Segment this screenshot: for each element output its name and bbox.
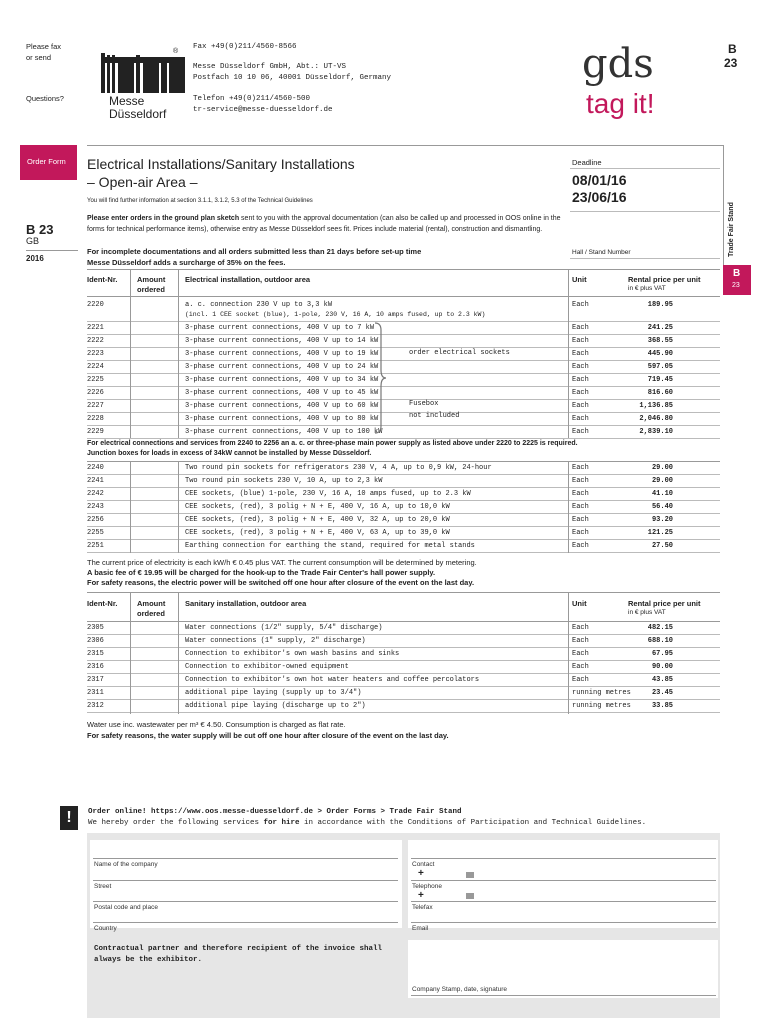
email-line [411,922,716,923]
row-price: 597.05 [647,363,673,371]
row-ident: 2240 [87,464,104,472]
row-unit: Each [572,464,589,472]
table1-header-desc: Electrical installation, outdoor area [185,275,311,284]
note-fusebox: Fusebox [409,400,439,408]
amount-ordered-input[interactable] [131,426,177,437]
section-b-letter: B [733,268,741,279]
row-ident: 2255 [87,529,104,537]
row-desc: Water connections (1" supply, 2" discharge) [185,637,366,645]
stamp-line [411,995,716,996]
table2-header-ordered: ordered [137,609,165,618]
table-row [87,488,720,501]
country-label: Country [94,925,117,932]
row-price: 33.85 [651,702,673,710]
table2-header-price: Rental price per unit [628,599,701,608]
registered-mark: ® [173,48,179,55]
table-row [87,540,720,553]
row-price: 56.40 [651,503,673,511]
row-price: 67.95 [651,650,673,658]
table-row [87,700,720,713]
telefax-label: Telefax [412,904,433,911]
table1-header-vat: in € plus VAT [628,285,666,292]
telephone-label: Telephone [412,883,442,890]
row-unit: Each [572,428,589,436]
row-price: 43.85 [651,676,673,684]
row-ident: 2229 [87,428,104,436]
row-price: 93.20 [651,516,673,524]
hall-stand-field[interactable] [570,211,720,260]
table-row [87,648,720,661]
row-ident: 2221 [87,324,104,332]
row-unit: Each [572,376,589,384]
row-desc: additional pipe laying (discharge up to 2") [185,702,366,710]
row-desc: Two round pin sockets for refrigerators 230 V, 4 A, up to 0,9 kW, 24-hour [185,464,492,472]
row-unit: Each [572,624,589,632]
row-unit: Each [572,350,589,358]
note-order-sockets: order electrical sockets [409,349,510,357]
order-statement: We hereby order the following services for hire in accordance with the Conditions of Participation and Technical Guidelines. [88,819,647,827]
row-price: 29.00 [651,477,673,485]
amount-ordered-input[interactable] [131,648,177,659]
row-ident: 2227 [87,402,104,410]
table2-header-desc: Sanitary installation, outdoor area [185,599,307,608]
power-switch-off-note: For safety reasons, the electric power will be switched off one hour after closure of the event on the last day. [87,578,475,587]
connection-note: For electrical connections and services from 2240 to 2256 an a. c. or three-phase main power supply as listed above under 2220 to 2225 is required. [87,440,578,447]
row-desc: Connection to exhibitor's own hot water heaters and coffee percolators [185,676,480,684]
table2-header-amount: Amount [137,599,166,608]
plus-icon: + [418,890,424,901]
table-row [87,661,720,674]
row-desc: additional pipe laying (supply up to 3/4") [185,689,362,697]
water-cutoff-note: For safety reasons, the water supply will be cut off one hour after closure of the event on the last day. [87,731,449,740]
table-row [87,514,720,527]
row-desc: CEE sockets, (red), 3 polig + N + E, 400 V, 16 A, up to 10,0 kW [185,503,450,511]
amount-ordered-input[interactable] [131,527,177,538]
row-unit: running metres [572,702,631,710]
row-ident: 2223 [87,350,104,358]
table1b-col-line [178,462,179,553]
electricity-price-note: The current price of electricity is each kW/h € 0.45 plus VAT. The current consumption will be determined by metering. [87,558,477,567]
row-ident: 2251 [87,542,104,550]
form-language: GB [26,236,40,246]
sidebar-rule [26,250,78,251]
header-tag-number: 23 [724,56,738,70]
or-send-label: or send [26,53,52,62]
area-code-marker [466,893,474,899]
gds-logo: gds [582,41,654,87]
row-unit: Each [572,637,589,645]
row-ident: 2224 [87,363,104,371]
area-code-marker [466,872,474,878]
row-unit: Each [572,650,589,658]
amount-ordered-input[interactable] [131,501,177,512]
form-year: 2016 [26,254,44,263]
contact-label: Contact [412,861,435,868]
row-unit: Each [572,415,589,423]
row-unit: Each [572,503,589,511]
table2-col-line [130,593,131,714]
table-row [87,322,720,335]
table-row [87,501,720,514]
junction-note: Junction boxes for loads in excess of 34kW cannot be installed by Messe Düsseldorf. [87,450,372,457]
table-row [87,622,720,635]
info-reference: You will find further information at section 3.1.1, 3.1.2, 5.3 of the Technical Guidelines [87,198,313,204]
postal-line [93,901,398,902]
table-row [87,687,720,700]
row-ident: 2312 [87,702,104,710]
address-line-2: Postfach 10 10 06, 40001 Düsseldorf, Germany [193,74,392,82]
telephone-line [411,880,716,881]
amount-ordered-input[interactable] [131,387,177,398]
logo-text-duesseldorf: Düsseldorf [109,107,167,121]
water-use-note: Water use inc. wastewater per m³ € 4.50. Consumption is charged as flat rate. [87,720,346,729]
row-unit: Each [572,301,589,309]
telefax-line [411,901,716,902]
row-desc: 3-phase current connections, 400 V up to 7 kW [185,324,375,332]
plus-icon: + [418,868,424,879]
table-row [87,335,720,348]
table2-col-line [178,593,179,714]
row-price: 2,839.10 [639,428,673,436]
amount-ordered-input[interactable] [131,462,177,473]
row-price: 482.15 [647,624,673,632]
table1b-col-line [568,462,569,553]
row-ident: 2226 [87,389,104,397]
amount-ordered-input[interactable] [131,687,177,698]
deadline-date-2: 23/06/16 [572,189,627,205]
country-line [93,922,398,923]
row-unit: Each [572,542,589,550]
table1-header-ordered: ordered [137,285,165,294]
row-price: 241.25 [647,324,673,332]
table-row [87,297,720,322]
fax-number: Fax +49(0)211/4560-8566 [193,43,297,51]
row-desc: 3-phase current connections, 400 V up to 34 kW [185,376,379,384]
company-line [93,858,398,859]
row-ident: 2317 [87,676,104,684]
messe-logo-mark [101,53,185,93]
row-unit: Each [572,490,589,498]
row-desc: CEE sockets, (red), 3 polig + N + E, 400 V, 32 A, up to 20,0 kW [185,516,450,524]
row-desc: a. c. connection 230 V up to 3,3 kW [185,301,333,309]
form-subtitle: – Open-air Area – [87,174,198,190]
row-ident: 2311 [87,689,104,697]
row-unit: Each [572,529,589,537]
row-price: 445.90 [647,350,673,358]
table-row [87,400,720,413]
form-code: B 23 [26,222,54,237]
surcharge-note: For incomplete documentations and all orders submitted less than 21 days before set-up time Messe Düsseldorf adds a surcharge of 35% on the fees. [87,247,422,267]
row-ident: 2306 [87,637,104,645]
please-fax-label: Please fax [26,42,62,51]
messe-logo [101,53,185,93]
header-tag-letter: B [728,42,737,56]
logo-text-messe: Messe [109,94,145,108]
row-unit: Each [572,389,589,397]
amount-ordered-input[interactable] [131,374,177,385]
amount-ordered-input[interactable] [131,674,177,685]
questions-label: Questions? [26,94,64,103]
contact-line [411,858,716,859]
table1-col-line [178,270,179,438]
row-unit: running metres [572,689,631,697]
table1-header-unit: Unit [572,275,587,284]
row-ident: 2228 [87,415,104,423]
amount-ordered-input[interactable] [131,540,177,551]
basic-fee-note: A basic fee of € 19.95 will be charged for the hook-up to the Trade Fair Center's hall power supply. [87,568,436,577]
tagit-logo: tag it! [586,88,655,119]
row-desc: Water connections (1/2" supply, 5/4" discharge) [185,624,383,632]
table-row [87,374,720,387]
intro-bold: Please enter orders in the ground plan sketch [87,215,240,222]
row-desc: Connection to exhibitor-owned equipment [185,663,349,671]
row-unit: Each [572,516,589,524]
amount-ordered-input[interactable] [131,514,177,525]
row-unit: Each [572,363,589,371]
amount-ordered-input[interactable] [131,361,177,372]
row-price: 189.95 [647,301,673,309]
row-desc: 3-phase current connections, 400 V up to 24 kW [185,363,379,371]
row-price: 2,046.80 [639,415,673,423]
row-price: 1,136.85 [639,402,673,410]
table-row [87,674,720,687]
row-price: 816.60 [647,389,673,397]
amount-ordered-input[interactable] [131,475,177,486]
row-ident: 2220 [87,301,104,309]
trade-fair-stand-tab [723,145,752,265]
postal-label: Postal code and place [94,904,158,911]
company-label: Name of the company [94,861,158,868]
row-unit: Each [572,676,589,684]
street-label: Street [94,883,112,890]
row-desc: 3-phase current connections, 400 V up to 14 kW [185,337,379,345]
deadline-label: Deadline [572,158,602,167]
row-ident: 2256 [87,516,104,524]
order-form-tab [20,145,77,180]
amount-ordered-input[interactable] [131,700,177,711]
amount-ordered-input[interactable] [131,488,177,499]
row-price: 27.50 [651,542,673,550]
title-top-rule [87,145,723,146]
amount-ordered-input[interactable] [131,661,177,672]
form-title: Electrical Installations/Sanitary Installations [87,156,355,172]
stamp-label: Company Stamp, date, signature [412,986,508,993]
row-unit: Each [572,663,589,671]
row-unit: Each [572,477,589,485]
row-ident: 2241 [87,477,104,485]
row-desc: 3-phase current connections, 400 V up to 80 kW [185,415,379,423]
contact-box[interactable] [408,840,718,928]
row-unit: Each [572,324,589,332]
amount-ordered-input[interactable] [131,635,177,646]
row-price: 688.10 [647,637,673,645]
table1-top-rule [87,269,720,270]
row-price: 90.00 [651,663,673,671]
table2-header-unit: Unit [572,599,587,608]
deadline-date-1: 08/01/16 [572,172,627,188]
row-desc: Two round pin sockets 230 V, 10 A, up to 2,3 kW [185,477,383,485]
amount-ordered-input[interactable] [131,400,177,411]
row-desc: 3-phase current connections, 400 V up to 100 kW [185,428,383,436]
table1-header-amount: Amount [137,275,166,284]
table2-col-line [568,593,569,714]
table1b-col-line [130,462,131,553]
trade-fair-stand-label: Trade Fair Stand [728,202,735,257]
company-address-box[interactable] [90,840,402,928]
intro-rest: sent to you with the approval documentation (can also be called up and processed in OOS online in the forms for technical performance items), otherwise entry as Messe Düsseldorf sees fit. Prices include material (rental), construction and dismantling. [87,215,561,233]
section-b-tab [723,265,751,295]
row-ident: 2225 [87,376,104,384]
intro-paragraph [87,213,565,235]
note-not-included: not included [409,412,460,420]
amount-ordered-input[interactable] [131,322,177,333]
table2-header-vat: in € plus VAT [628,609,666,616]
hall-stand-underline [570,258,720,259]
amount-ordered-input[interactable] [131,622,177,633]
table1-header-ident: Ident-Nr. [87,275,118,284]
table2-top-rule [87,592,720,593]
table-row [87,348,720,361]
row-price: 719.45 [647,376,673,384]
contract-partner-note: Contractual partner and therefore recipient of the invoice shall always be the exhibitor. [94,945,383,964]
row-ident: 2305 [87,624,104,632]
table-row [87,387,720,400]
row-desc: Earthing connection for earthing the stand, required for metal stands [185,542,475,550]
row-price: 368.55 [647,337,673,345]
section-b-number: 23 [732,282,740,289]
row-ident: 2243 [87,503,104,511]
phone-number: Telefon +49(0)211/4560-500 [193,95,311,103]
order-online-link[interactable]: Order online! https://www.oos.messe-duesseldorf.de > Order Forms > Trade Fair Stand [88,808,462,816]
table2-header-ident: Ident-Nr. [87,599,118,608]
table-row [87,462,720,475]
row-desc: 3-phase current connections, 400 V up to 19 kW [185,350,379,358]
row-unit: Each [572,337,589,345]
amount-ordered-input[interactable] [131,335,177,346]
address-line-1: Messe Düsseldorf GmbH, Abt.: UT-VS [193,63,347,71]
table1-header-price: Rental price per unit [628,275,701,284]
street-line [93,880,398,881]
row-desc: 3-phase current connections, 400 V up to 60 kW [185,402,379,410]
row-price: 41.10 [651,490,673,498]
row-unit: Each [572,402,589,410]
row-ident: 2315 [87,650,104,658]
amount-ordered-input[interactable] [131,413,177,424]
email-label: Email [412,925,429,932]
amount-ordered-input[interactable] [131,348,177,359]
row-ident: 2222 [87,337,104,345]
table-row [87,635,720,648]
row-price: 29.00 [651,464,673,472]
row-desc: 3-phase current connections, 400 V up to 45 kW [185,389,379,397]
row-price: 23.45 [651,689,673,697]
row-desc: Connection to exhibitor's own wash basins and sinks [185,650,400,658]
service-email[interactable]: tr-service@messe-duesseldorf.de [193,106,333,114]
brace-icon [374,322,386,434]
table-row [87,426,720,439]
row-price: 121.25 [647,529,673,537]
hall-stand-label: Hall / Stand Number [572,249,631,256]
table1-col-line [568,270,569,438]
table-row [87,527,720,540]
deadline-rule [570,168,720,169]
row-ident: 2316 [87,663,104,671]
row-ident: 2242 [87,490,104,498]
row-desc-sub: (incl. 1 CEE socket (blue), 1-pole, 230 V, 16 A, 10 amps fused, up to 2.3 kW) [185,311,486,318]
order-form-label: Order Form [27,157,66,166]
row-desc: CEE sockets, (red), 3 polig + N + E, 400 V, 63 A, up to 39,0 kW [185,529,450,537]
table-row [87,475,720,488]
table-row [87,413,720,426]
table-row [87,361,720,374]
row-desc: CEE sockets, (blue) 1-pole, 230 V, 16 A, 10 amps fused, up to 2.3 kW [185,490,471,498]
exclamation-icon: ! [60,806,78,830]
table1-col-line [130,270,131,438]
